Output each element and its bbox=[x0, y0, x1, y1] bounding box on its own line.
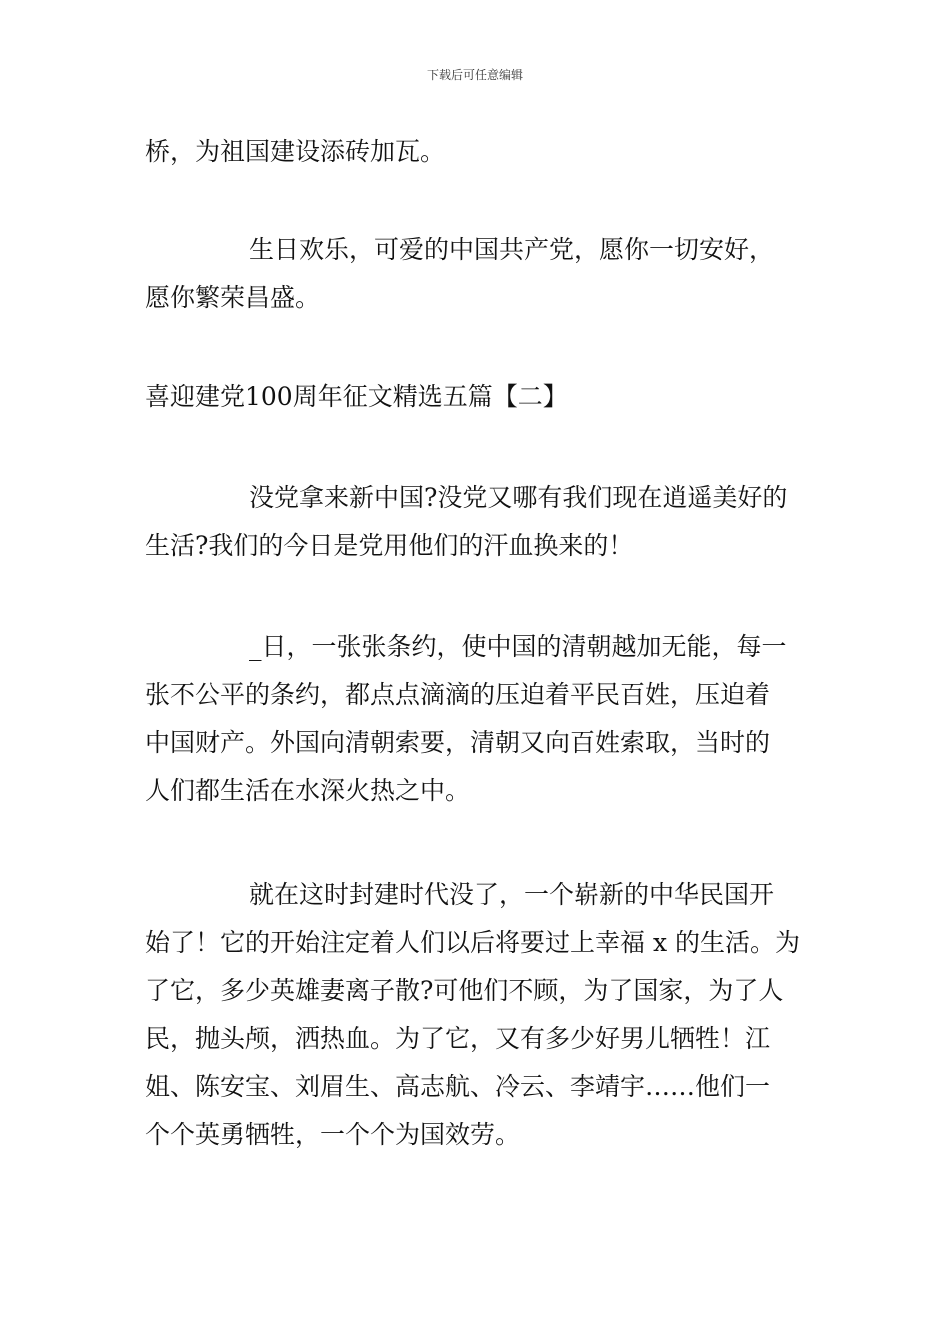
paragraph-treaties bbox=[145, 623, 810, 815]
paragraph-line: 人们都生活在水深火热之中。 bbox=[145, 776, 471, 805]
paragraph-line: 始了！它的开始注定着人们以后将要过上幸福 x 的生活。为 bbox=[145, 928, 800, 957]
paragraph-line: 姐、陈安宝、刘眉生、高志航、冷云、李靖宇……他们一 bbox=[145, 1072, 771, 1101]
paragraph-line: 了它，多少英雄妻离子散?可他们不顾，为了国家，为了人 bbox=[145, 976, 784, 1005]
paragraph-republic bbox=[145, 871, 810, 1159]
paragraph-birthday-wish bbox=[145, 226, 810, 322]
paragraph-line: 愿你繁荣昌盛。 bbox=[145, 283, 321, 312]
paragraph-line: 张不公平的条约，都点点滴滴的压迫着平民百姓，压迫着 bbox=[145, 680, 771, 709]
paragraph-line: 生活?我们的今日是党用他们的汗血换来的！ bbox=[145, 531, 634, 560]
section-title bbox=[145, 373, 810, 421]
section-title-text: 喜迎建党100周年征文精选五篇【二】 bbox=[145, 382, 568, 411]
paragraph-new-china bbox=[145, 474, 810, 570]
paragraph-line: 生日欢乐，可爱的中国共产党，愿你一切安好， bbox=[249, 235, 775, 264]
paragraph-continuation bbox=[145, 128, 810, 176]
paragraph-line: 民，抛头颅，洒热血。为了它，又有多少好男儿牺牲！江 bbox=[145, 1024, 771, 1053]
paragraph-line: 桥，为祖国建设添砖加瓦。 bbox=[145, 137, 446, 166]
paragraph-line: 没党拿来新中国?没党又哪有我们现在逍遥美好的 bbox=[249, 483, 788, 512]
paragraph-line: _日，一张张条约，使中国的清朝越加无能，每一 bbox=[249, 632, 787, 661]
header-note: 下载后可任意编辑 bbox=[426, 68, 523, 82]
paragraph-line: 中国财产。外国向清朝索要，清朝又向百姓索取，当时的 bbox=[145, 728, 771, 757]
paragraph-line: 个个英勇牺牲，一个个为国效劳。 bbox=[145, 1120, 521, 1149]
paragraph-line: 就在这时封建时代没了，一个崭新的中华民国开 bbox=[249, 880, 775, 909]
